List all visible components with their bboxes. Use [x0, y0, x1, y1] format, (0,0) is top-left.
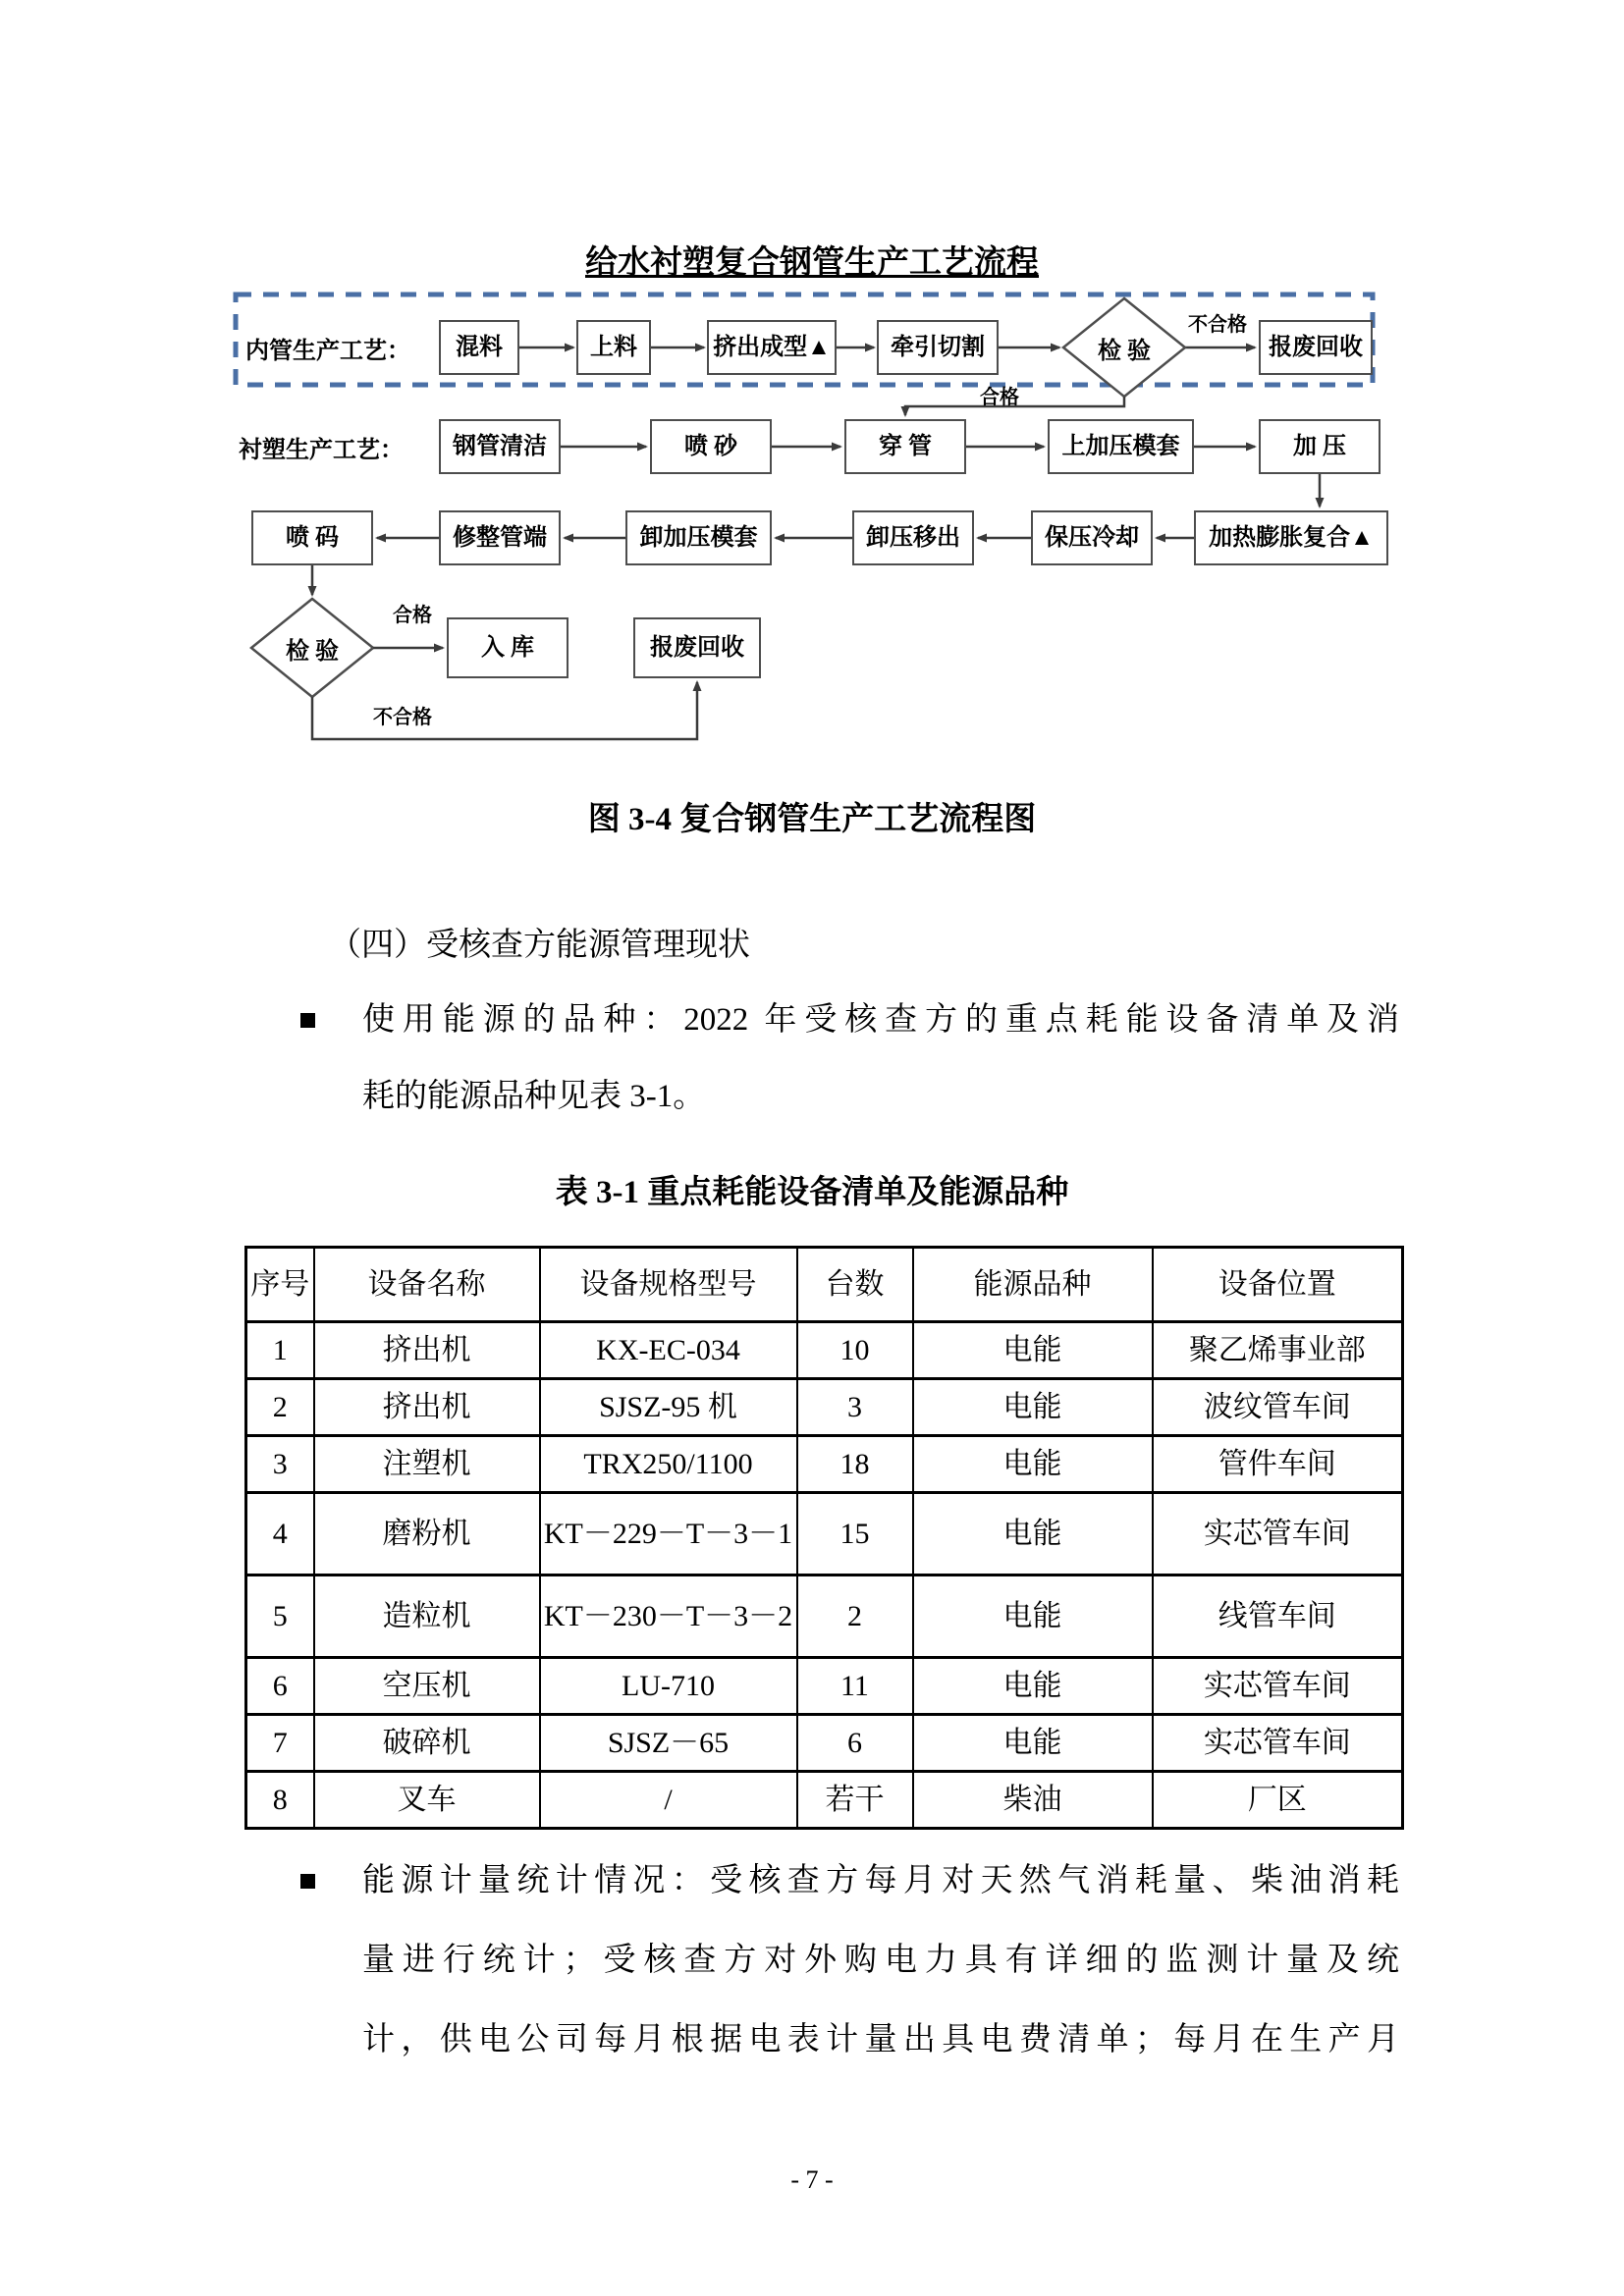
cell-energy: 电能 [913, 1658, 1153, 1715]
cell-count: 2 [797, 1575, 913, 1658]
cell-location: 实芯管车间 [1153, 1715, 1403, 1772]
cell-energy: 电能 [913, 1493, 1153, 1575]
cell-location: 实芯管车间 [1153, 1658, 1403, 1715]
cell-model: KX-EC-034 [540, 1322, 797, 1379]
cell-count: 11 [797, 1658, 913, 1715]
page-number: - 7 - [790, 2165, 834, 2194]
flow-node-scrap2: 报废回收 [633, 617, 761, 678]
bullet-paragraph-energy-types [362, 982, 1399, 1135]
cell-device: 空压机 [314, 1658, 540, 1715]
flow-node-mix: 混料 [439, 320, 519, 375]
figure-caption: 图 3-4 复合钢管生产工艺流程图 [587, 802, 1037, 837]
flow-node-warehouse: 入 库 [447, 617, 568, 678]
cell-count: 3 [797, 1379, 913, 1436]
table-row [246, 1436, 1403, 1493]
cell-energy: 柴油 [913, 1772, 1153, 1829]
cell-device: 叉车 [314, 1772, 540, 1829]
equipment-table [244, 1246, 1404, 1830]
cell-model: KT－229－T－3－1 [540, 1493, 797, 1575]
cell-index: 4 [246, 1493, 314, 1575]
bullet-paragraph-metering [362, 1842, 1399, 2080]
cell-count: 18 [797, 1436, 913, 1493]
cell-location: 管件车间 [1153, 1436, 1403, 1493]
cell-index: 6 [246, 1658, 314, 1715]
cell-index: 5 [246, 1575, 314, 1658]
bullet-square-icon [300, 1874, 315, 1889]
cell-index: 8 [246, 1772, 314, 1829]
cell-energy: 电能 [913, 1436, 1153, 1493]
cell-index: 1 [246, 1322, 314, 1379]
table-row [246, 1322, 1403, 1379]
cell-index: 3 [246, 1436, 314, 1493]
cell-model: LU-710 [540, 1658, 797, 1715]
flowchart-title: 给水衬塑复合钢管生产工艺流程 [585, 245, 1039, 281]
cell-location: 聚乙烯事业部 [1153, 1322, 1403, 1379]
cell-energy: 电能 [913, 1715, 1153, 1772]
cell-model: SJSZ－65 [540, 1715, 797, 1772]
row2-label: 衬塑生产工艺： [239, 437, 404, 463]
table-row [246, 1379, 1403, 1436]
paragraph-line: 量进行统计；受核查方对外购电力具有详细的监测计量及统 [362, 1943, 1399, 1978]
edge-label-fail2: 不合格 [373, 707, 432, 728]
paragraph-line: 计，供电公司每月根据电表计量出具电费清单；每月在生产月 [362, 2022, 1399, 2057]
flow-node-mold-off: 卸加压模套 [625, 510, 772, 565]
flow-node-thread: 穿 管 [844, 419, 966, 474]
flow-node-mold-on: 上加压模套 [1048, 419, 1194, 474]
cell-location: 厂区 [1153, 1772, 1403, 1829]
cell-device: 挤出机 [314, 1379, 540, 1436]
paragraph-line: 耗的能源品种见表 3-1。 [362, 1079, 706, 1114]
cell-count: 若干 [797, 1772, 913, 1829]
cell-device: 注塑机 [314, 1436, 540, 1493]
cell-energy: 电能 [913, 1379, 1153, 1436]
flow-node-sandblast: 喷 砂 [650, 419, 772, 474]
cell-index: 7 [246, 1715, 314, 1772]
flow-node-inspect2: 检 验 [286, 638, 339, 665]
bullet-square-icon [300, 1013, 315, 1028]
table-row [246, 1658, 1403, 1715]
flow-node-clean: 钢管清洁 [439, 419, 561, 474]
flow-node-traction-cut: 牵引切割 [877, 320, 999, 375]
cell-energy: 电能 [913, 1575, 1153, 1658]
cell-count: 6 [797, 1715, 913, 1772]
cell-model: KT－230－T－3－2 [540, 1575, 797, 1658]
flow-node-feed: 上料 [576, 320, 651, 375]
cell-device: 挤出机 [314, 1322, 540, 1379]
edge-label-pass1: 合格 [980, 387, 1019, 408]
cell-model: SJSZ-95 机 [540, 1379, 797, 1436]
section-heading: （四）受核查方能源管理现状 [329, 928, 750, 963]
cell-count: 10 [797, 1322, 913, 1379]
row1-label: 内管生产工艺： [245, 338, 410, 364]
flow-node-hold-cool: 保压冷却 [1031, 510, 1153, 565]
cell-device: 造粒机 [314, 1575, 540, 1658]
flow-node-depressurize: 卸压移出 [852, 510, 974, 565]
table-row [246, 1715, 1403, 1772]
paragraph-line: 能源计量统计情况：受核查方每月对天然气消耗量、柴油消耗 [362, 1863, 1399, 1898]
cell-model: / [540, 1772, 797, 1829]
col-header-index: 序号 [246, 1248, 314, 1322]
cell-energy: 电能 [913, 1322, 1153, 1379]
paragraph-line: 使用能源的品种：2022 年受核查方的重点耗能设备清单及消 [362, 1002, 1399, 1038]
cell-location: 实芯管车间 [1153, 1493, 1403, 1575]
flow-node-scrap1: 报废回收 [1259, 320, 1373, 375]
col-header-model: 设备规格型号 [540, 1248, 797, 1322]
cell-count: 15 [797, 1493, 913, 1575]
edge-label-pass2: 合格 [393, 605, 432, 626]
table-header-row [246, 1248, 1403, 1322]
col-header-energy-type: 能源品种 [913, 1248, 1153, 1322]
cell-index: 2 [246, 1379, 314, 1436]
flow-node-spray-code: 喷 码 [251, 510, 373, 565]
flow-node-inspect1: 检 验 [1098, 338, 1151, 364]
cell-location: 线管车间 [1153, 1575, 1403, 1658]
cell-device: 磨粉机 [314, 1493, 540, 1575]
flow-node-trim-end: 修整管端 [439, 510, 561, 565]
arrow-fail2-scrap2 [312, 682, 697, 739]
cell-device: 破碎机 [314, 1715, 540, 1772]
edge-label-fail1: 不合格 [1188, 314, 1247, 336]
cell-model: TRX250/1100 [540, 1436, 797, 1493]
table-title: 表 3-1 重点耗能设备清单及能源品种 [555, 1175, 1069, 1210]
flow-node-heat-expand: 加热膨胀复合▲ [1194, 510, 1388, 565]
flow-node-extrude: 挤出成型▲ [707, 320, 837, 375]
col-header-count: 台数 [797, 1248, 913, 1322]
flow-node-pressurize: 加 压 [1259, 419, 1380, 474]
table-row [246, 1575, 1403, 1658]
cell-location: 波纹管车间 [1153, 1379, 1403, 1436]
table-row [246, 1493, 1403, 1575]
col-header-device-name: 设备名称 [314, 1248, 540, 1322]
table-row [246, 1772, 1403, 1829]
col-header-location: 设备位置 [1153, 1248, 1403, 1322]
